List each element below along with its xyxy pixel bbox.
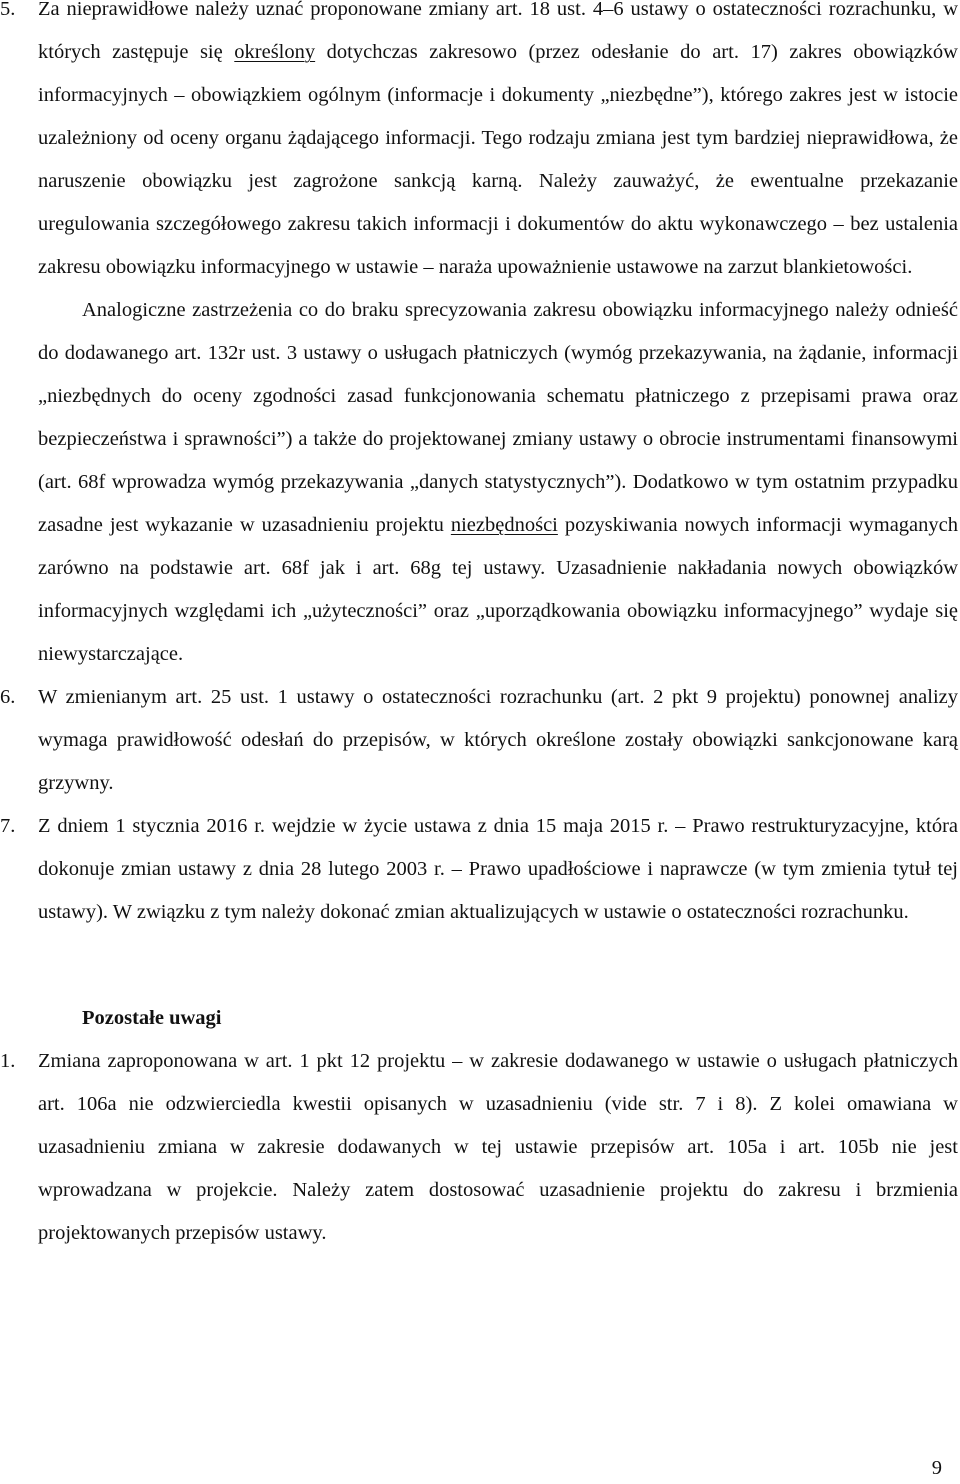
underlined-word: określony bbox=[234, 41, 316, 63]
paragraph: Z dniem 1 stycznia 2016 r. wejdzie w życie ustawa z dnia 15 maja 2015 r. – Prawo restrukturyzacyjne, która dokonuje zmian ustawy z dnia 28 lutego 2003 r. – Prawo upadłościowe i naprawcze (w tym zmienia tytuł tej ustawy). W związku z tym należy dokonać zmian aktualizujących w ustawie o ostateczności rozrachunku. bbox=[38, 815, 958, 923]
paragraph: W zmienianym art. 25 ust. 1 ustawy o ostateczności rozrachunku (art. 2 pkt 9 projektu) ponownej analizy wymaga prawidłowość odesłań do przepisów, w których określone zostały obowiązki sankcjonowane karą grzywny. bbox=[38, 686, 958, 794]
underlined-word: niezbędności bbox=[450, 514, 558, 536]
list-item-6 bbox=[0, 676, 960, 805]
paragraph: Za nieprawidłowe należy uznać proponowane zmiany art. 18 ust. 4–6 ustawy o ostateczności rozrachunku, w których zastępuje się określony dotychczas zakresowo (przez odesłanie do art. 17) zakres obowiązków informacyjnych – obowiązkiem ogólnym (informacje i dokumenty „niezbędne”), którego zakres jest w istocie uzależniony od oceny organu żądającego informacji. Tego rodzaju zmiana jest tym bardziej nieprawidłowa, że naruszenie obowiązku jest zagrożone sankcją karną. Należy zauważyć, że ewentualne przekazanie uregulowania szczegółowego zakresu takich informacji i dokumentów do aktu wykonawczego – bez ustalenia zakresu obowiązku informacyjnego w ustawie – naraża upoważnienie ustawowe na zarzut blankietowości. bbox=[38, 0, 958, 278]
item-number: 7. bbox=[0, 815, 16, 837]
list-item-5 bbox=[0, 0, 960, 676]
item-number: 5. bbox=[0, 0, 16, 20]
page-number: 9 bbox=[931, 1457, 942, 1479]
list-item-7 bbox=[0, 805, 960, 934]
paragraph: Analogiczne zastrzeżenia co do braku sprecyzowania zakresu obowiązku informacyjnego należy odnieść do dodawanego art. 132r ust. 3 ustawy o usługach płatniczych (wymóg przekazywania, na żądanie, informacji „niezbędnych do oceny zgodności zasad funkcjonowania schematu płatniczego z przepisami prawa oraz bezpieczeństwa i sprawności”) a także do projektowanej zmiany ustawy o obrocie instrumentami finansowymi (art. 68f wprowadza wymóg przekazywania „danych statystycznych”). Dodatkowo w tym ostatnim przypadku zasadne jest wykazanie w uzasadnieniu projektu niezbędności pozyskiwania nowych informacji wymaganych zarówno na podstawie art. 68f jak i art. 68g tej ustawy. Uzasadnienie nakładania nowych obowiązków informacyjnych względami ich „użyteczności” oraz „uporządkowania obowiązku informacyjnego” wydaje się niewystarczające. bbox=[38, 299, 958, 665]
item-number: 1. bbox=[0, 1050, 16, 1072]
item-number: 6. bbox=[0, 686, 16, 708]
section-heading: Pozostałe uwagi bbox=[82, 1007, 222, 1029]
paragraph: Zmiana zaproponowana w art. 1 pkt 12 projektu – w zakresie dodawanego w ustawie o usługach płatniczych art. 106a nie odzwierciedla kwestii opisanych w uzasadnieniu (vide str. 7 i 8). Z kolei omawiana w uzasadnieniu zmiana w zakresie dodawanych w tej ustawie przepisów art. 105a i art. 105b nie jest wprowadzana w projekcie. Należy zatem dostosować uzasadnienie projektu do zakresu i brzmienia projektowanych przepisów ustawy. bbox=[38, 1050, 958, 1244]
list-item-remaining-1 bbox=[0, 1040, 960, 1255]
